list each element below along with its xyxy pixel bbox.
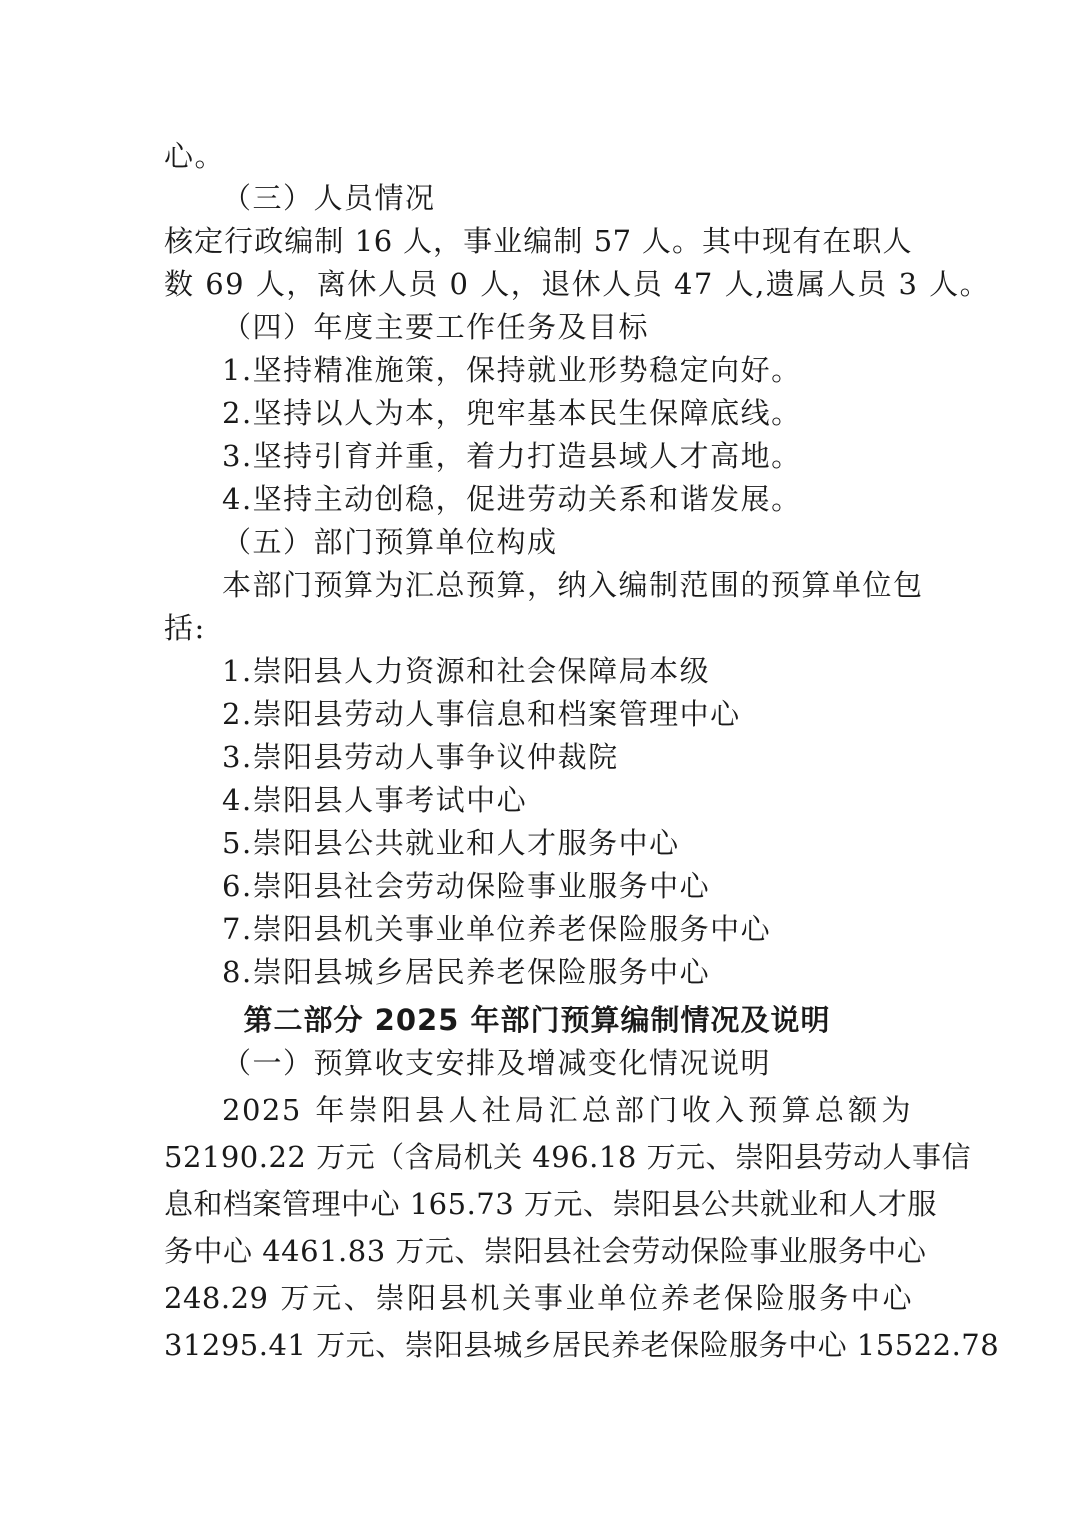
list-item: 2.崇阳县劳动人事信息和档案管理中心 xyxy=(222,697,741,731)
text-line: 52190.22 万元（含局机关 496.18 万元、崇阳县劳动人事信 xyxy=(164,1140,972,1174)
list-item: 8.崇阳县城乡居民养老保险服务中心 xyxy=(222,955,711,989)
text-line: 数 69 人，离休人员 0 人，退休人员 47 人,遗属人员 3 人。 xyxy=(164,267,991,301)
text-line: 核定行政编制 16 人，事业编制 57 人。其中现有在职人 xyxy=(164,224,912,258)
section-heading-budget: （一）预算收支安排及增减变化情况说明 xyxy=(222,1046,772,1080)
text-line: 务中心 4461.83 万元、崇阳县社会劳动保险事业服务中心 xyxy=(164,1234,927,1268)
list-item: 3.坚持引育并重，着力打造县域人才高地。 xyxy=(222,439,802,473)
text-line: 248.29 万元、崇阳县机关事业单位养老保险服务中心 xyxy=(164,1281,912,1315)
list-item: 7.崇阳县机关事业单位养老保险服务中心 xyxy=(222,912,772,946)
list-item: 4.崇阳县人事考试中心 xyxy=(222,783,528,817)
text-line: 31295.41 万元、崇阳县城乡居民养老保险服务中心 15522.78 xyxy=(164,1328,1000,1362)
part-title: 第二部分 2025 年部门预算编制情况及说明 xyxy=(243,1003,831,1037)
list-item: 6.崇阳县社会劳动保险事业服务中心 xyxy=(222,869,711,903)
list-item: 5.崇阳县公共就业和人才服务中心 xyxy=(222,826,680,860)
list-item: 2.坚持以人为本，兜牢基本民生保障底线。 xyxy=(222,396,802,430)
text-line: 息和档案管理中心 165.73 万元、崇阳县公共就业和人才服 xyxy=(164,1187,937,1221)
list-item: 3.崇阳县劳动人事争议仲裁院 xyxy=(222,740,619,774)
section-heading-tasks: （四）年度主要工作任务及目标 xyxy=(222,310,650,344)
list-item: 1.坚持精准施策，保持就业形势稳定向好。 xyxy=(222,353,802,387)
section-heading-units: （五）部门预算单位构成 xyxy=(222,525,558,559)
text-line: 括: xyxy=(164,611,206,645)
text-line: 心。 xyxy=(164,139,226,173)
list-item: 1.崇阳县人力资源和社会保障局本级 xyxy=(222,654,711,688)
text-line: 2025 年崇阳县人社局汇总部门收入预算总额为 xyxy=(222,1093,912,1127)
list-item: 4.坚持主动创稳，促进劳动关系和谐发展。 xyxy=(222,482,802,516)
text-line: 本部门预算为汇总预算，纳入编制范围的预算单位包 xyxy=(222,568,924,602)
section-heading-personnel: （三）人员情况 xyxy=(222,181,436,215)
